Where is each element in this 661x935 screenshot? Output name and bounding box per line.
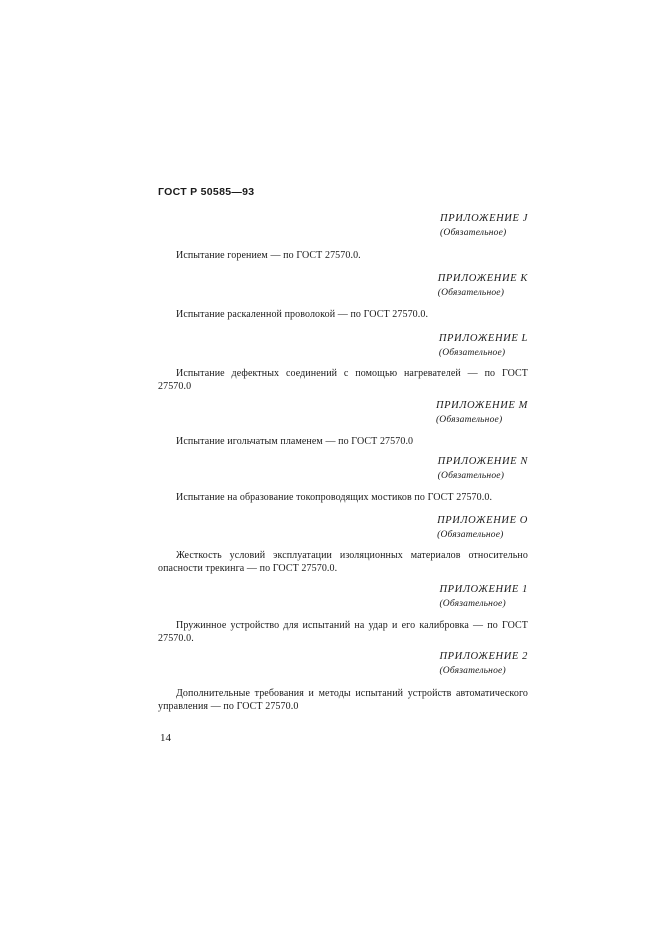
appendix-heading-l: [439, 332, 528, 360]
appendix-title: ПРИЛОЖЕНИЕ J: [440, 213, 528, 224]
appendix-heading-m: [436, 399, 528, 427]
appendix-note: (Обязательное): [435, 415, 503, 425]
section-text: Испытание горением — по ГОСТ 27570.0.: [176, 250, 361, 261]
appendix-note: (Обязательное): [438, 348, 506, 358]
appendix-title: ПРИЛОЖЕНИЕ L: [438, 333, 528, 344]
appendix-title: ПРИЛОЖЕНИЕ 1: [439, 584, 528, 595]
section-text: Испытание на образование токопроводящих мостиков по ГОСТ 27570.0.: [176, 492, 493, 503]
appendix-heading-n: [438, 455, 528, 483]
section-text: Жесткость условий эксплуатации изоляционных материалов относительно опасности трекинга — по ГОСТ 27570.0.: [158, 550, 528, 574]
appendix-title: ПРИЛОЖЕНИЕ 2: [439, 651, 528, 662]
appendix-heading-k: [438, 272, 528, 300]
section-text: Пружинное устройство для испытаний на удар и его калибровка — по ГОСТ 27570.0.: [158, 620, 528, 644]
appendix-note: (Обязательное): [437, 288, 505, 298]
appendix-note: (Обязательное): [440, 228, 507, 238]
appendix-note: (Обязательное): [439, 599, 506, 609]
page-number: 14: [160, 732, 171, 744]
appendix-title: ПРИЛОЖЕНИЕ N: [437, 456, 528, 467]
appendix-title: ПРИЛОЖЕНИЕ М: [435, 400, 528, 411]
appendix-title: ПРИЛОЖЕНИЕ К: [437, 273, 528, 284]
appendix-title: ПРИЛОЖЕНИЕ О: [437, 515, 528, 526]
appendix-note: (Обязательное): [439, 666, 506, 676]
appendix-note: (Обязательное): [437, 530, 504, 540]
appendix-heading-j: [440, 212, 528, 240]
section-text: Дополнительные требования и методы испытаний устройств автоматического управления — по ГОСТ 27570.0: [158, 688, 528, 712]
appendix-note: (Обязательное): [437, 471, 505, 481]
appendix-heading-1: [439, 583, 528, 611]
document-header: ГОСТ Р 50585—93: [158, 186, 255, 198]
section-text: Испытание дефектных соединений с помощью нагревателей — по ГОСТ 27570.0: [158, 368, 528, 392]
section-text: Испытание игольчатым пламенем — по ГОСТ 27570.0: [176, 436, 414, 447]
section-text: Испытание раскаленной проволокой — по ГОСТ 27570.0.: [176, 309, 429, 320]
appendix-heading-o: [437, 514, 528, 542]
appendix-heading-2: [439, 650, 528, 678]
